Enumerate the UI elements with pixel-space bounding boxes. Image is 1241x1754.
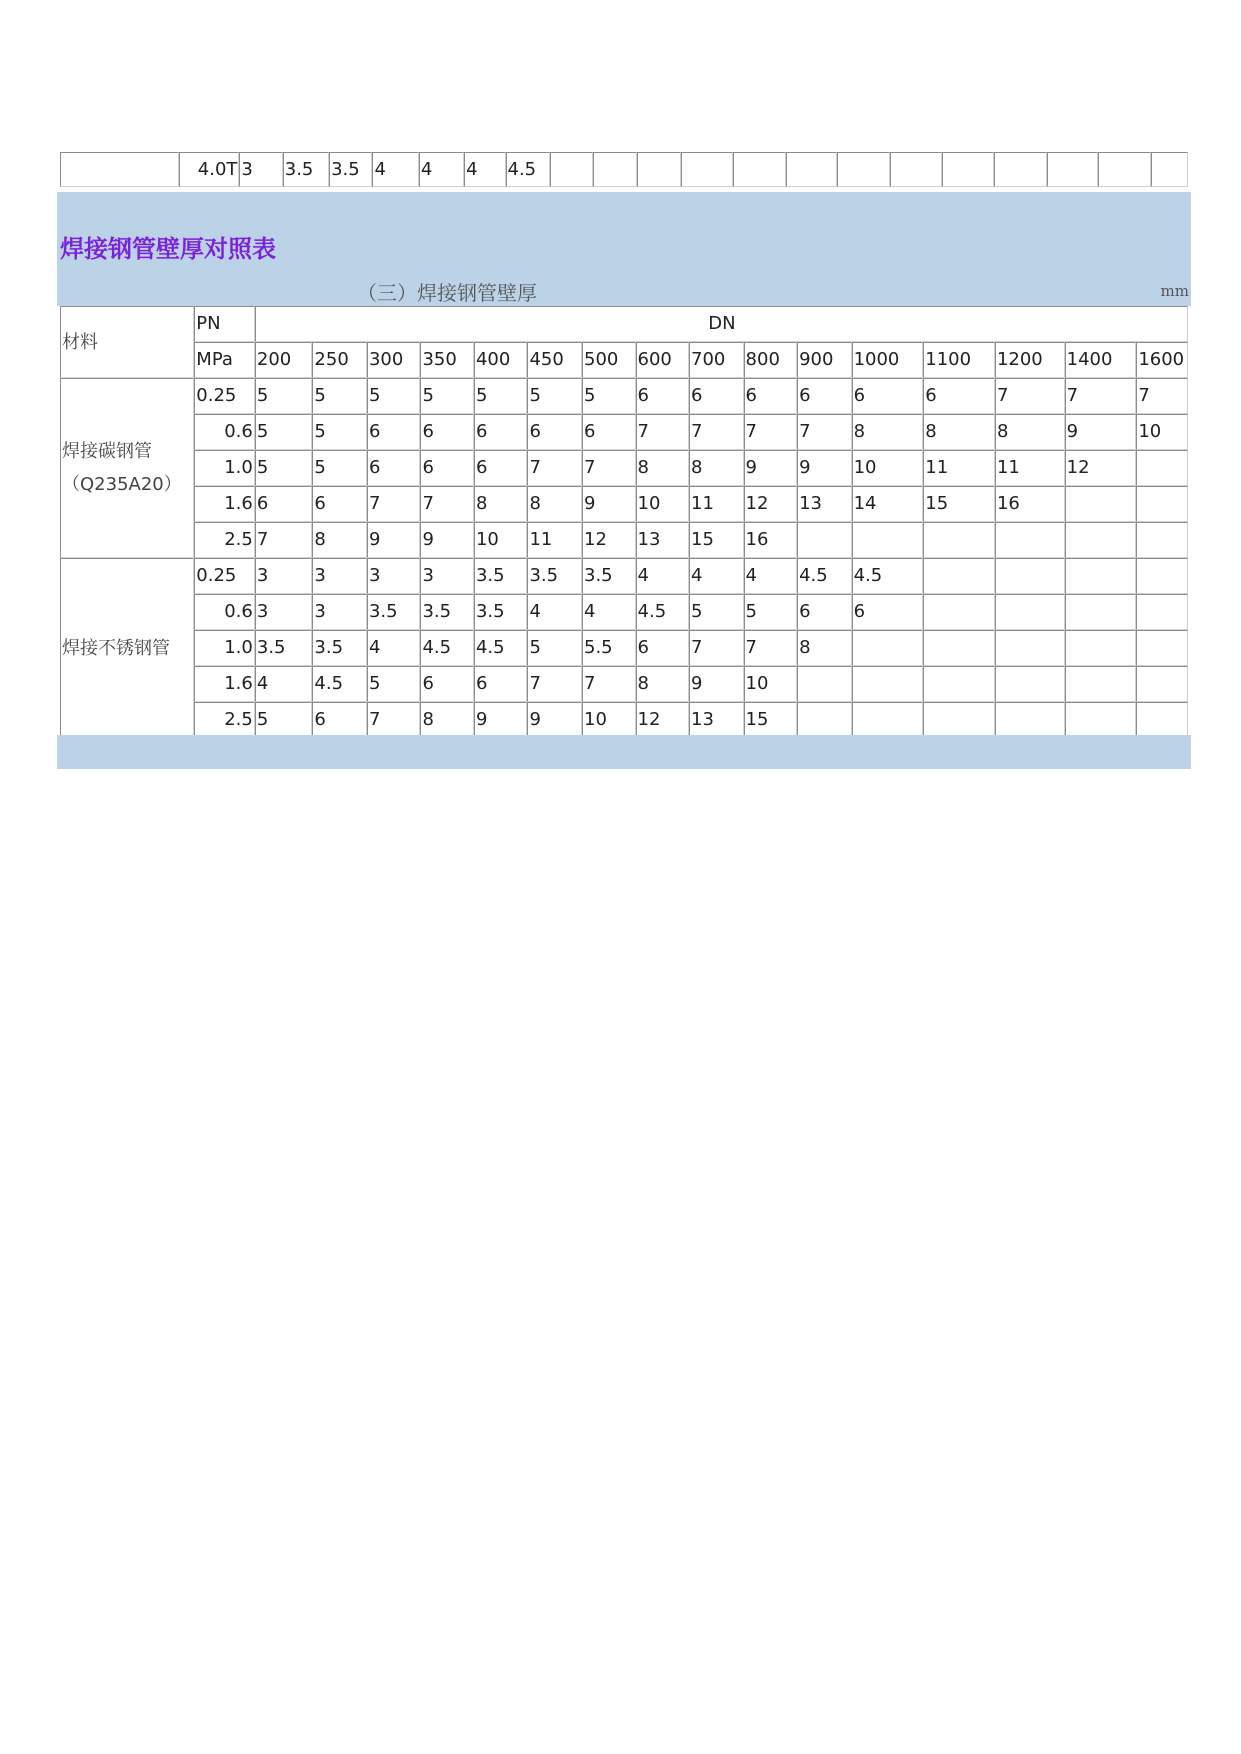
thickness-cell: 6 — [420, 414, 474, 450]
thickness-cell: 8 — [527, 486, 582, 522]
thickness-cell: 7 — [1136, 378, 1188, 414]
thickness-cell: 6 — [367, 414, 421, 450]
wall-thickness-table — [60, 306, 1188, 738]
table-cell — [637, 152, 681, 187]
thickness-cell: 10 — [744, 666, 798, 702]
thickness-cell: 4 — [527, 594, 582, 630]
thickness-cell: 13 — [636, 522, 690, 558]
dn-header: DN — [255, 306, 1188, 342]
dn-value-header: 250 — [312, 342, 367, 378]
table-cell — [1151, 152, 1188, 187]
pn-cell: 1.6 — [194, 666, 255, 702]
thickness-cell: 5 — [312, 378, 367, 414]
thickness-cell: 5 — [255, 378, 313, 414]
table-row — [60, 152, 1188, 187]
section-footer-band — [57, 735, 1191, 769]
dn-value-header: 800 — [744, 342, 798, 378]
thickness-cell: 4 — [582, 594, 636, 630]
thickness-cell: 6 — [420, 450, 474, 486]
thickness-cell: 12 — [744, 486, 798, 522]
thickness-cell: 6 — [474, 666, 528, 702]
thickness-cell: 11 — [527, 522, 582, 558]
thickness-cell: 9 — [474, 702, 528, 738]
thickness-cell: 6 — [852, 378, 924, 414]
table-subtitle: （三）焊接钢管壁厚 — [357, 281, 537, 305]
thickness-cell — [995, 558, 1065, 594]
thickness-cell: 8 — [420, 702, 474, 738]
dn-value-header: 500 — [582, 342, 636, 378]
thickness-cell — [1065, 666, 1137, 702]
thickness-cell — [1065, 594, 1137, 630]
thickness-cell: 9 — [367, 522, 421, 558]
thickness-cell: 5 — [420, 378, 474, 414]
thickness-cell: 3 — [312, 558, 367, 594]
thickness-cell: 11 — [689, 486, 744, 522]
thickness-cell: 3 — [312, 594, 367, 630]
pn-cell: 1.0 — [194, 630, 255, 666]
thickness-cell: 5 — [582, 378, 636, 414]
table-row — [60, 486, 1188, 522]
thickness-cell: 6 — [527, 414, 582, 450]
thickness-cell: 5.5 — [582, 630, 636, 666]
thickness-cell: 5 — [527, 630, 582, 666]
thickness-cell: 7 — [582, 666, 636, 702]
thickness-cell — [1065, 558, 1137, 594]
dn-value-header: 1200 — [995, 342, 1065, 378]
thickness-cell: 6 — [582, 414, 636, 450]
thickness-cell — [995, 522, 1065, 558]
thickness-cell: 9 — [420, 522, 474, 558]
thickness-cell: 6 — [367, 450, 421, 486]
thickness-cell: 9 — [1065, 414, 1137, 450]
thickness-cell: 7 — [636, 414, 690, 450]
thickness-cell — [1136, 558, 1188, 594]
thickness-cell — [1136, 702, 1188, 738]
thickness-cell: 3.5 — [527, 558, 582, 594]
thickness-cell — [1136, 486, 1188, 522]
thickness-cell: 5 — [689, 594, 744, 630]
thickness-cell: 6 — [689, 378, 744, 414]
thickness-cell — [1136, 666, 1188, 702]
thickness-cell: 3.5 — [474, 594, 528, 630]
table-cell — [994, 152, 1046, 187]
dn-value-header: 450 — [527, 342, 582, 378]
thickness-cell: 9 — [744, 450, 798, 486]
thickness-cell: 7 — [744, 414, 798, 450]
thickness-cell: 10 — [1136, 414, 1188, 450]
table-cell: 3.5 — [329, 152, 372, 187]
thickness-cell: 8 — [636, 666, 690, 702]
dn-value-header: 300 — [367, 342, 421, 378]
thickness-cell: 15 — [744, 702, 798, 738]
thickness-cell: 5 — [255, 450, 313, 486]
thickness-cell: 9 — [689, 666, 744, 702]
thickness-cell: 5 — [474, 378, 528, 414]
thickness-cell: 7 — [255, 522, 313, 558]
thickness-cell: 4.5 — [852, 558, 924, 594]
thickness-cell: 12 — [636, 702, 690, 738]
material-cell — [60, 558, 194, 738]
table-row — [60, 378, 1188, 414]
thickness-cell: 11 — [995, 450, 1065, 486]
thickness-cell: 8 — [923, 414, 995, 450]
thickness-cell: 3.5 — [474, 558, 528, 594]
section-title: 焊接钢管壁厚对照表 — [60, 234, 276, 263]
pn-cell: 0.6 — [194, 414, 255, 450]
thickness-cell: 14 — [852, 486, 924, 522]
thickness-cell — [995, 630, 1065, 666]
thickness-cell: 3 — [367, 558, 421, 594]
pn-cell: 2.5 — [194, 702, 255, 738]
dn-value-header: 1400 — [1065, 342, 1137, 378]
thickness-cell — [1065, 630, 1137, 666]
table-cell: 4.5 — [506, 152, 550, 187]
thickness-cell: 3.5 — [582, 558, 636, 594]
table-cell: 4 — [464, 152, 505, 187]
thickness-cell: 3.5 — [312, 630, 367, 666]
table-cell: 4.0T — [179, 152, 239, 187]
thickness-cell: 10 — [852, 450, 924, 486]
table-cell — [942, 152, 994, 187]
thickness-cell: 5 — [312, 450, 367, 486]
header-row — [60, 342, 1188, 378]
pn-cell: 0.25 — [194, 378, 255, 414]
thickness-cell — [852, 522, 924, 558]
thickness-cell: 11 — [923, 450, 995, 486]
pn-cell: 0.25 — [194, 558, 255, 594]
table-row — [60, 594, 1188, 630]
thickness-cell: 3.5 — [367, 594, 421, 630]
thickness-cell — [1065, 486, 1137, 522]
thickness-cell: 7 — [527, 450, 582, 486]
thickness-cell: 3 — [420, 558, 474, 594]
thickness-cell: 9 — [527, 702, 582, 738]
thickness-cell — [923, 522, 995, 558]
thickness-cell: 12 — [582, 522, 636, 558]
thickness-cell — [995, 594, 1065, 630]
dn-value-header: 1600 — [1136, 342, 1188, 378]
thickness-cell: 9 — [582, 486, 636, 522]
thickness-cell — [923, 594, 995, 630]
header-row — [60, 306, 1188, 342]
table-cell — [1047, 152, 1098, 187]
pn-cell: 2.5 — [194, 522, 255, 558]
thickness-cell: 7 — [367, 702, 421, 738]
thickness-cell — [797, 522, 852, 558]
thickness-cell: 7 — [367, 486, 421, 522]
thickness-cell — [923, 702, 995, 738]
thickness-cell: 4.5 — [420, 630, 474, 666]
thickness-cell: 7 — [689, 630, 744, 666]
unit-label: mm — [1160, 282, 1189, 300]
thickness-cell: 6 — [312, 486, 367, 522]
thickness-cell: 16 — [744, 522, 798, 558]
table-cell: 3.5 — [283, 152, 329, 187]
table-row — [60, 666, 1188, 702]
thickness-cell: 4.5 — [636, 594, 690, 630]
table-row — [60, 558, 1188, 594]
thickness-cell: 7 — [744, 630, 798, 666]
thickness-cell: 5 — [527, 378, 582, 414]
table-cell — [593, 152, 636, 187]
thickness-cell: 8 — [689, 450, 744, 486]
thickness-cell: 6 — [474, 414, 528, 450]
dn-value-header: 400 — [474, 342, 528, 378]
thickness-cell: 6 — [474, 450, 528, 486]
table-cell — [60, 152, 179, 187]
dn-value-header: 200 — [255, 342, 313, 378]
thickness-cell — [1136, 522, 1188, 558]
thickness-cell: 5 — [367, 378, 421, 414]
thickness-cell: 6 — [852, 594, 924, 630]
thickness-cell: 8 — [312, 522, 367, 558]
thickness-cell: 3.5 — [255, 630, 313, 666]
thickness-cell: 3 — [255, 558, 313, 594]
thickness-cell: 8 — [636, 450, 690, 486]
pn-header: PN — [194, 306, 255, 342]
thickness-cell: 7 — [1065, 378, 1137, 414]
thickness-cell — [995, 702, 1065, 738]
dn-value-header: 350 — [420, 342, 474, 378]
thickness-cell — [923, 558, 995, 594]
thickness-cell: 8 — [474, 486, 528, 522]
thickness-cell: 8 — [797, 630, 852, 666]
table-cell — [786, 152, 837, 187]
table-cell: 4 — [372, 152, 418, 187]
thickness-cell — [1136, 450, 1188, 486]
thickness-cell — [923, 630, 995, 666]
thickness-cell: 4 — [636, 558, 690, 594]
material-name: 焊接碳钢管 — [62, 441, 152, 462]
table-row — [60, 702, 1188, 738]
pn-cell: 0.6 — [194, 594, 255, 630]
thickness-cell: 4.5 — [312, 666, 367, 702]
table-cell — [837, 152, 889, 187]
thickness-cell: 5 — [255, 702, 313, 738]
thickness-cell — [995, 666, 1065, 702]
thickness-cell: 9 — [797, 450, 852, 486]
table-cell: 4 — [419, 152, 464, 187]
thickness-cell: 6 — [420, 666, 474, 702]
table-cell — [1098, 152, 1150, 187]
table-row — [60, 450, 1188, 486]
thickness-cell: 10 — [636, 486, 690, 522]
previous-table-fragment — [60, 152, 1188, 187]
table-row — [60, 630, 1188, 666]
thickness-cell: 6 — [636, 378, 690, 414]
table-row — [60, 414, 1188, 450]
thickness-cell — [1065, 702, 1137, 738]
material-grade: （Q235A20） — [62, 474, 182, 495]
thickness-cell: 5 — [367, 666, 421, 702]
thickness-cell: 4 — [367, 630, 421, 666]
thickness-cell: 13 — [797, 486, 852, 522]
dn-value-header: 1000 — [852, 342, 924, 378]
dn-value-header: 900 — [797, 342, 852, 378]
thickness-cell: 7 — [582, 450, 636, 486]
thickness-cell: 6 — [312, 702, 367, 738]
thickness-cell: 16 — [995, 486, 1065, 522]
thickness-cell: 3 — [255, 594, 313, 630]
thickness-cell: 8 — [852, 414, 924, 450]
thickness-cell — [852, 630, 924, 666]
table-cell — [733, 152, 785, 187]
table-cell — [681, 152, 733, 187]
thickness-cell: 13 — [689, 702, 744, 738]
thickness-cell: 5 — [744, 594, 798, 630]
thickness-cell: 4 — [255, 666, 313, 702]
thickness-cell: 7 — [527, 666, 582, 702]
thickness-cell: 3.5 — [420, 594, 474, 630]
thickness-cell: 7 — [995, 378, 1065, 414]
thickness-cell — [1136, 594, 1188, 630]
table-cell — [890, 152, 942, 187]
material-cell — [60, 378, 194, 558]
thickness-cell: 6 — [797, 594, 852, 630]
material-name: 焊接不锈钢管 — [62, 637, 170, 659]
thickness-cell: 4 — [689, 558, 744, 594]
thickness-cell — [852, 666, 924, 702]
pn-cell: 1.6 — [194, 486, 255, 522]
thickness-cell: 6 — [923, 378, 995, 414]
thickness-cell: 6 — [797, 378, 852, 414]
thickness-cell — [852, 702, 924, 738]
thickness-cell: 5 — [255, 414, 313, 450]
thickness-cell: 7 — [689, 414, 744, 450]
thickness-cell: 4.5 — [797, 558, 852, 594]
thickness-cell: 6 — [744, 378, 798, 414]
thickness-cell — [923, 666, 995, 702]
dn-value-header: 1100 — [923, 342, 995, 378]
thickness-cell: 4 — [744, 558, 798, 594]
thickness-cell: 7 — [420, 486, 474, 522]
thickness-cell: 10 — [582, 702, 636, 738]
table-cell: 3 — [239, 152, 282, 187]
thickness-cell: 7 — [797, 414, 852, 450]
thickness-cell: 4.5 — [474, 630, 528, 666]
thickness-cell: 12 — [1065, 450, 1137, 486]
thickness-cell: 8 — [995, 414, 1065, 450]
thickness-cell — [797, 702, 852, 738]
table-container — [57, 306, 1191, 735]
thickness-cell: 6 — [255, 486, 313, 522]
pn-cell: 1.0 — [194, 450, 255, 486]
dn-value-header: 700 — [689, 342, 744, 378]
pn-unit-header: MPa — [194, 342, 255, 378]
table-cell — [550, 152, 593, 187]
thickness-cell — [1136, 630, 1188, 666]
thickness-cell — [1065, 522, 1137, 558]
thickness-cell: 6 — [636, 630, 690, 666]
thickness-cell: 5 — [312, 414, 367, 450]
thickness-cell: 15 — [923, 486, 995, 522]
section-header-band — [57, 192, 1191, 306]
dn-value-header: 600 — [636, 342, 690, 378]
thickness-cell — [797, 666, 852, 702]
thickness-cell: 15 — [689, 522, 744, 558]
table-row — [60, 522, 1188, 558]
material-header: 材料 — [60, 306, 194, 378]
thickness-cell: 10 — [474, 522, 528, 558]
